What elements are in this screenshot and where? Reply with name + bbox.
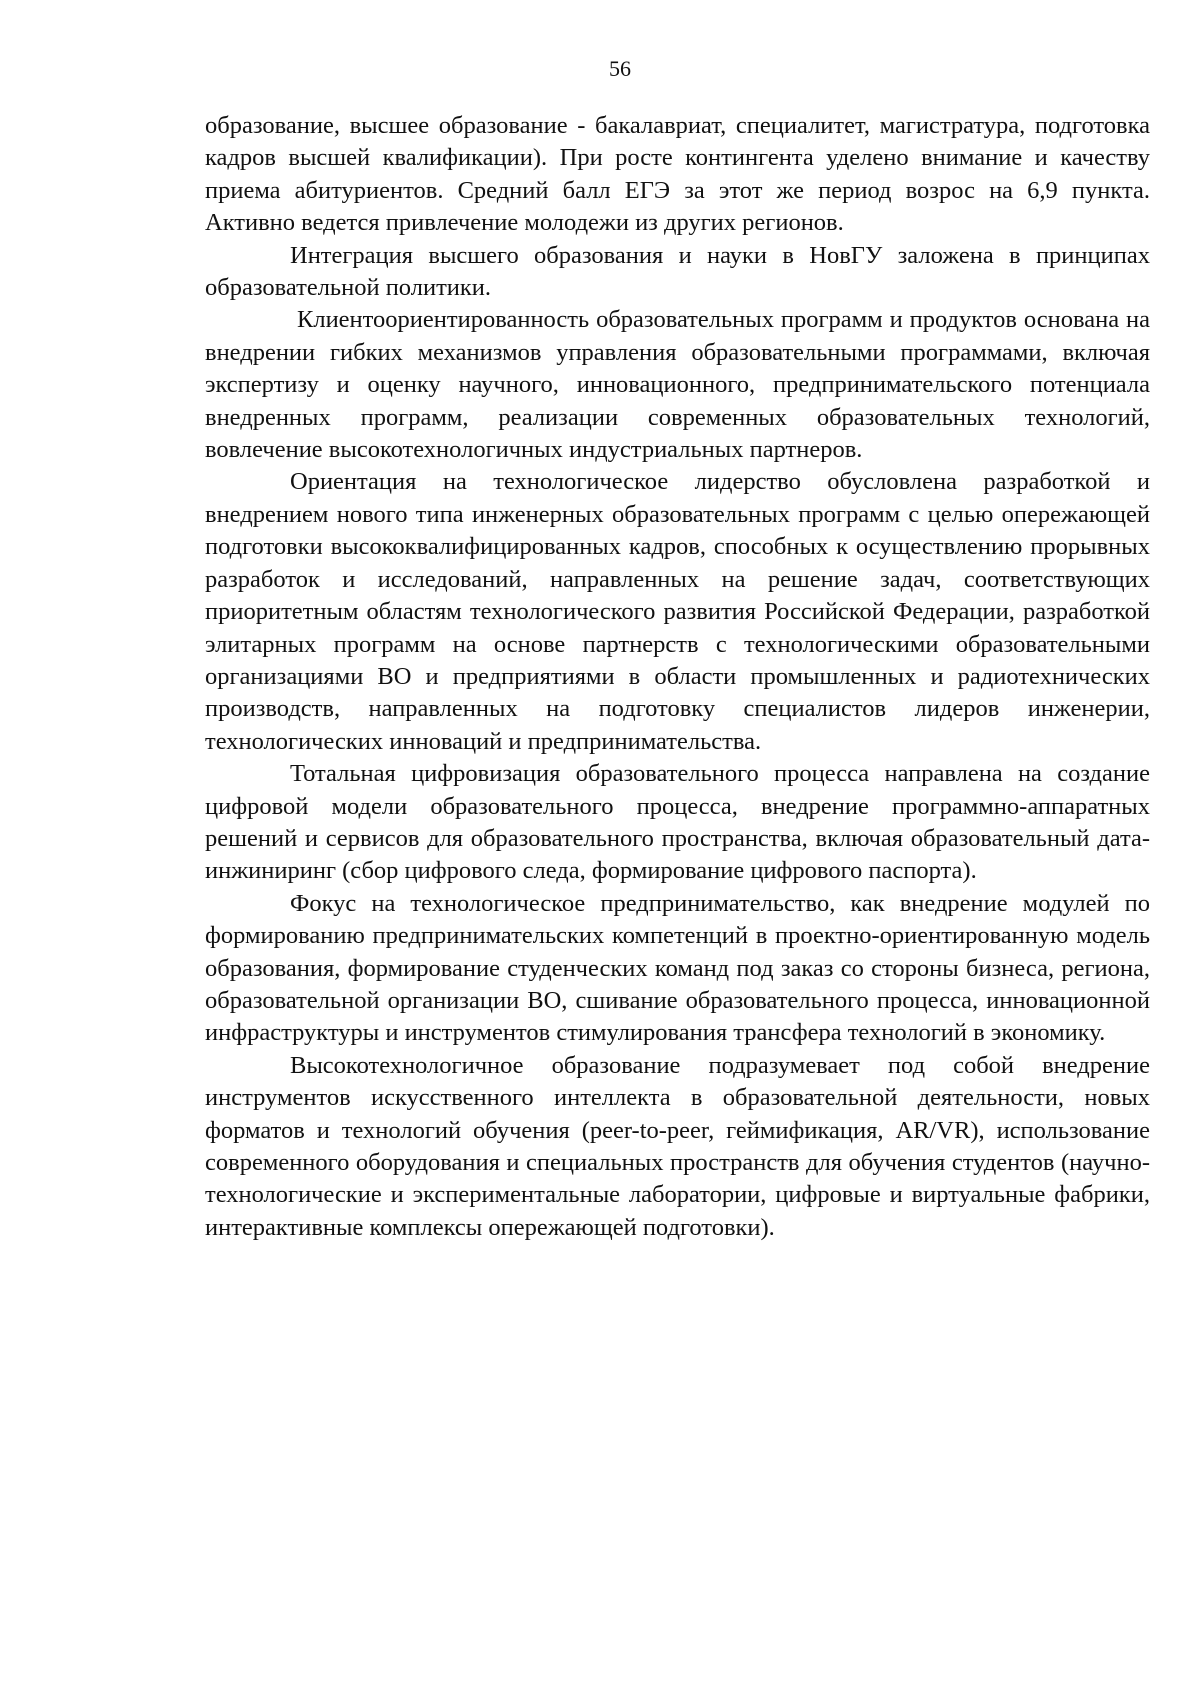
- paragraph-digitalization: Тотальная цифровизация образовательного процесса направлена на создание цифровой модели образовательного процесса, внедрение программно-аппаратных решений и сервисов для образовательного пространства, включая образовательный дата-инжиниринг (сбор цифрового следа, формирование цифрового паспорта).: [205, 760, 1150, 885]
- paragraph-client-orientation: Клиентоориентированность образовательных программ и продуктов основана на внедрении гибких механизмов управления образовательными программами, включая экспертизу и оценку научного, инновационного, предпринимательского потенциала внедренных программ, реализации современных образовательных технологий, вовлечение высокотехнологичных индустриальных партнеров.: [205, 306, 1150, 464]
- paragraph-entrepreneurship: Фокус на технологическое предпринимательство, как внедрение модулей по формированию предпринимательских компетенций в проектно-ориентированную модель образования, формирование студенческих команд под заказ со стороны бизнеса, региона, образовательной организации ВО, сшивание образовательного процесса, инновационной инфраструктуры и инструментов стимулирования трансфера технологий в экономику.: [205, 889, 1150, 1047]
- paragraph-integration: Интеграция высшего образования и науки в НовГУ заложена в принципах образовательной политики.: [205, 241, 1150, 302]
- paragraph-education-continuation: образование, высшее образование - бакалавриат, специалитет, магистратура, подготовка кадров высшей квалификации). При росте контингента уделено внимание и качеству приема абитуриентов. Средний балл ЕГЭ за этот же период возрос на 6,9 пункта. Активно ведется привлечение молодежи из других регионов.: [205, 112, 1150, 237]
- paragraph-technological-leadership: Ориентация на технологическое лидерство обусловлена разработкой и внедрением нового типа инженерных образовательных программ с целью опережающей подготовки высококвалифицированных кадров, способных к осуществлению прорывных разработок и исследований, направленных на решение задач, соответствующих приоритетным областям технологического развития Российской Федерации, разработкой элитарных программ на основе партнерств с технологическими образовательными организациями ВО и предприятиями в области промышленных и радиотехнических производств, направленных на подготовку специалистов лидеров инженерии, технологических инноваций и предпринимательства.: [205, 468, 1150, 755]
- document-body: [205, 110, 1150, 1244]
- paragraph-high-tech-education: Высокотехнологичное образование подразумевает под собой внедрение инструментов искусственного интеллекта в образовательной деятельности, новых форматов и технологий обучения (peer-to-peer, геймификация, AR/VR), использование современного оборудования и специальных пространств для обучения студентов (научно-технологические и экспериментальные лаборатории, цифровые и виртуальные фабрики, интерактивные комплексы опережающей подготовки).: [205, 1051, 1150, 1241]
- page-number: 56: [609, 56, 631, 81]
